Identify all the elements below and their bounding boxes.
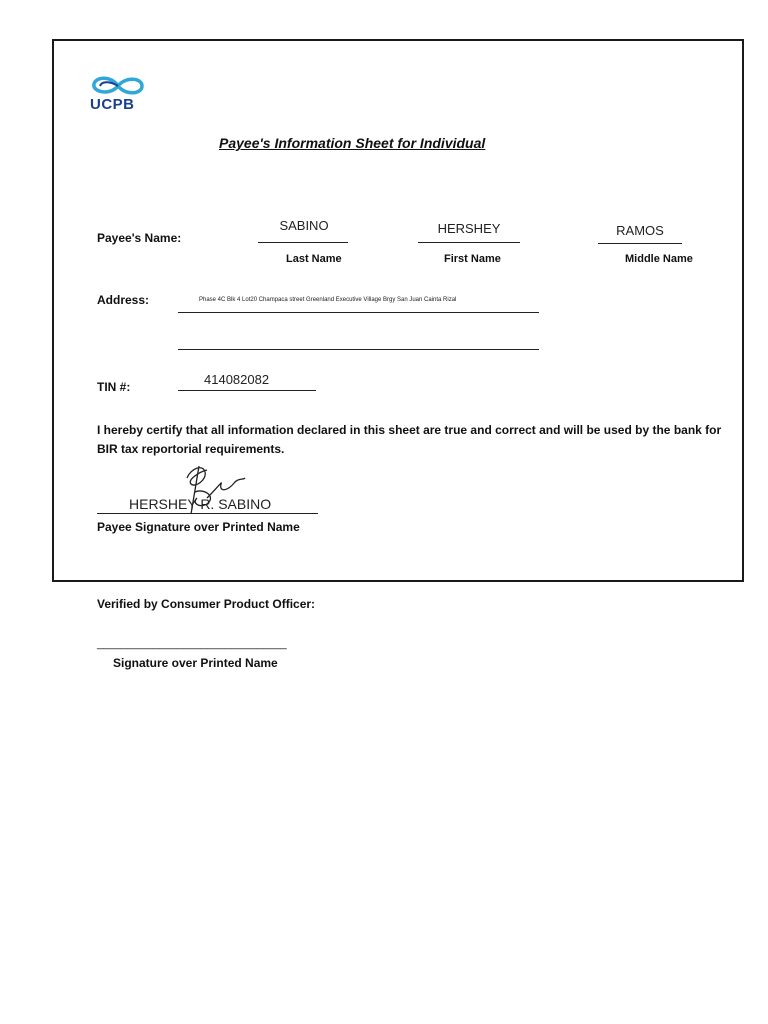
signature-line: [97, 513, 318, 514]
payee-name-label: Payee's Name:: [97, 231, 182, 245]
address-value: Phase 4C Blk 4 Lot20 Champaca street Greenland Executive Village Brgy San Juan Cainta Rizal: [199, 297, 457, 303]
last-name-caption: Last Name: [286, 253, 342, 265]
tin-label: TIN #:: [97, 380, 131, 394]
sheet-title: Payee's Information Sheet for Individual: [219, 135, 486, 151]
first-name-line: [418, 242, 520, 243]
logo-text: UCPB: [90, 96, 135, 113]
middle-name-value: RAMOS: [616, 223, 664, 238]
tin-value: 414082082: [204, 372, 270, 387]
last-name-line: [258, 242, 348, 243]
tin-line: [178, 390, 316, 391]
first-name-caption: First Name: [444, 253, 501, 265]
ucpb-logo-icon: [90, 74, 146, 98]
verifier-signature-line: _______________________________: [97, 638, 287, 650]
address-line-1: [178, 312, 539, 313]
ucpb-logo: [90, 74, 146, 114]
printed-name: HERSHEY R. SABINO: [129, 496, 272, 512]
verifier-signature-caption: Signature over Printed Name: [113, 656, 278, 670]
middle-name-line: [598, 243, 682, 244]
signature-caption: Payee Signature over Printed Name: [97, 520, 300, 534]
first-name-value: HERSHEY: [437, 221, 501, 236]
certification-text: I hereby certify that all information declared in this sheet are true and correct and will be used by the bank for BIR tax reportorial requirements.: [97, 423, 722, 456]
address-line-2: [178, 349, 539, 350]
last-name-value: SABINO: [279, 218, 329, 233]
verified-by-label: Verified by Consumer Product Officer:: [97, 597, 316, 611]
address-label: Address:: [97, 293, 150, 307]
middle-name-caption: Middle Name: [625, 253, 693, 265]
